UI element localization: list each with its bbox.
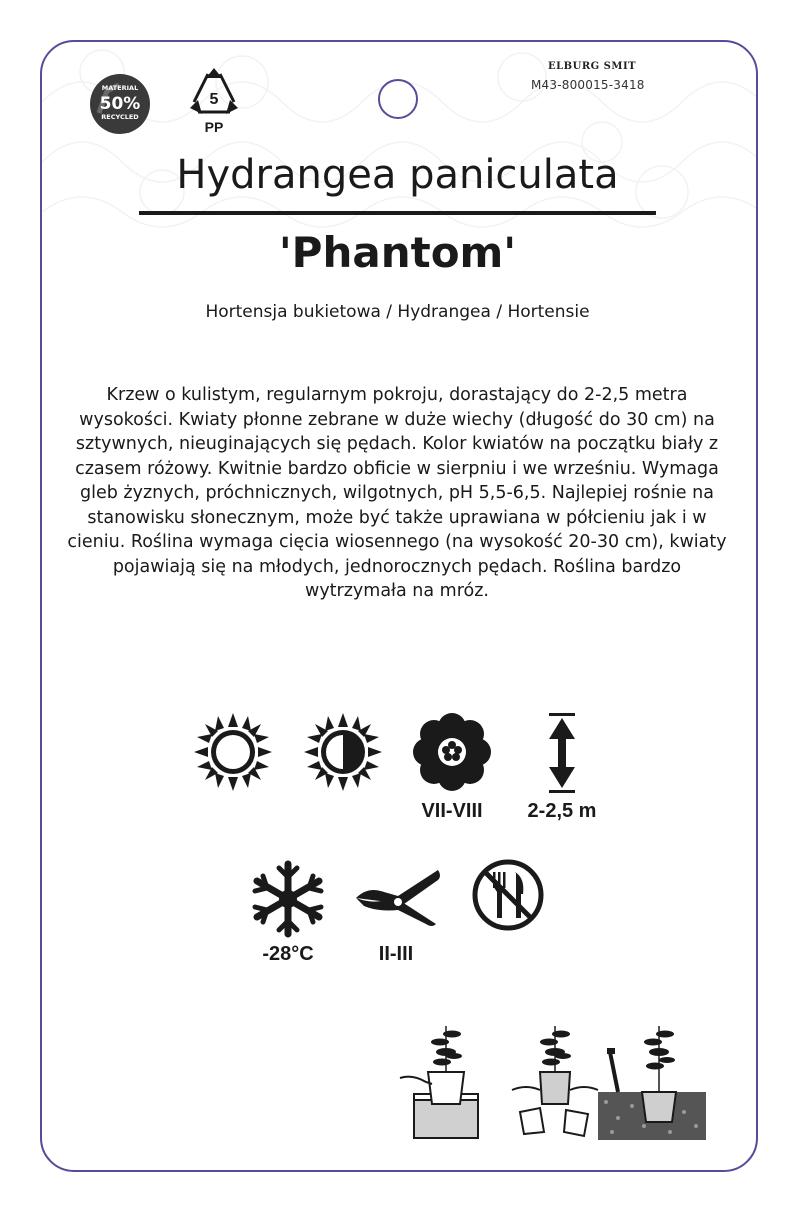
plant-height: 2-2,5 m [527,800,597,822]
common-names: Hortensja bukietowa / Hydrangea / Hortensie [205,302,590,322]
hardiness-temperature: -28°C [262,943,314,965]
not-edible-icon [471,858,545,932]
latin-name: Hydrangea paniculata [176,152,619,198]
flowering-period: VII-VIII [421,800,483,822]
hang-hole [378,79,418,119]
brand-logo [548,61,636,72]
recycle-number: 5 [209,91,219,108]
pruning-period: II-III [378,943,414,965]
pruning-shears-icon [354,868,442,928]
water-pot-step [398,1022,494,1140]
badge-percent: 50% [99,94,141,114]
half-shade-icon [304,713,382,791]
flower-icon [413,713,491,791]
sun-icon [194,713,272,791]
recycled-material-badge [89,73,151,135]
cultivar-name: 'Phantom' [278,228,517,277]
plant-in-soil-step [598,1022,706,1140]
title-divider [139,211,656,215]
badge-line1: MATERIAL [101,84,139,92]
plant-description: Krzew o kulistym, regularnym pokroju, dorastający do 2-2,5 metra wysokości. Kwiaty płonne zebrane w duże wiechy (długość do 30 cm) na sztywnych, nieuginających się pędach. Kolor kwiatów na początku biały z czasem różowy. Kwitnie bardzo obficie w sierpniu i we wrześniu. Wymaga gleb żyznych, próchnicznych, wilgotnych, pH 5,5-6,5. Najlepiej rośnie na stanowisku słonecznym, może być także uprawiana w półcieniu jak i w cieniu. Roślina wymaga cięcia wiosennego (na wysokość 20-30 cm), kwiaty pojawiają się na młodych, jednorocznych pędach. Roślina bardzo wytrzymała na mróz. [67,385,727,601]
product-code: M43-800015-3418 [531,78,645,92]
height-arrow-icon [545,713,579,793]
recycle-symbol-icon [186,66,242,136]
brand-name: ELBURG SMIT [548,61,637,72]
background-pattern [42,42,756,232]
remove-pot-step [510,1022,600,1140]
badge-line2: RECYCLED [101,113,139,121]
plant-label-card [40,40,758,1172]
recycle-material: PP [204,119,224,135]
snowflake-icon [249,860,327,938]
